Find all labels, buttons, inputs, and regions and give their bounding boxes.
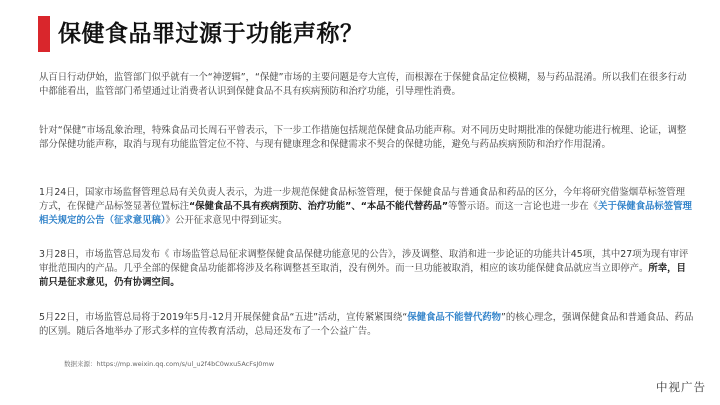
paragraph-may22-text-c: ”的核心理念，强调保健食品和普通食品、药品的区别。随后各地举办了形式多样的宣传教育活动，总局还发布了一个公益广告。: [39, 312, 694, 337]
page-title: 保健食品罪过源于功能声称？: [58, 21, 364, 47]
core-concept-highlight: 保健食品不能替代药物: [407, 312, 501, 323]
brand-logo-text: 中视广告: [656, 380, 706, 394]
label-announcement-link[interactable]: 关于保健食品标签管理相关规定的公告（征求意见稿）: [39, 200, 692, 226]
paragraph-jan24-text-a: 1月24日，国家市场监督管理总局有关负责人表示，为进一步规范保健食品标签管理，便于保健食品与普通食品和药品的区分，今年将研究借鉴烟草标签管理方式，在保健产品标签显著位置标注: [39, 187, 686, 212]
title-accent-bar: [38, 16, 50, 52]
consultation-note: 所幸，目前只是征求意见，仍有协调空间。: [39, 262, 686, 288]
paragraph-jan24-text-e: 》公开征求意见中得到证实。: [165, 214, 288, 226]
paragraph-governance: 针对“保健”市场乱象治理，特殊食品司长周石平曾表示，下一步工作措施包括规范保健食品功能声称。对不同历史时期批准的保健功能进行梳理、论证，调整部分保健功能声称，取消与现有功能监管定位不符、与现有健康理念和保健需求不契合的保健功能，避免与药品疾病预防和治疗作用混淆。: [39, 125, 687, 150]
warning-statement: “保健食品不具有疾病预防、治疗功能”、“本品不能代替药品”: [189, 200, 449, 212]
paragraph-intro: 从百日行动伊始，监管部门似乎就有一个“神逻辑”，“保健”市场的主要问题是夸大宣传，而根源在于保健食品定位模糊，易与药品混淆。所以我们在很多行动中都能看出，监管部门希望通过让消费者认识到保健食品不具有疾病预防和治疗功能，引导理性消费。: [39, 72, 687, 97]
paragraph-mar28: [39, 248, 694, 289]
paragraph-jan24: [39, 186, 694, 227]
paragraph-mar28-text-a: 3月28日，市场监管总局发布《 市场监管总局征求调整保健食品保健功能意见的公告》，涉及调整、取消和进一步论证的功能共计45项，其中27项为现有审评审批范围内的产品。几乎全部的保健食品功能都将涉及名称调整甚至取消，没有例外。而一旦功能被取消，相应的该功能保健食品就应当立即停产。: [39, 249, 689, 274]
paragraph-jan24-text-c: 等警示语。而这一言论也进一步在《: [448, 200, 599, 212]
paragraph-may22: [39, 311, 694, 339]
data-source-note: 数据来源：https://mp.weixin.qq.com/s/ul_u2f4bC0wxu5AcFsJ0mw: [64, 360, 275, 368]
paragraph-may22-text-a: 5月22日，市场监管总局将于2019年5月-12月开展保健食品“五进”活动，宣传紧紧围绕“: [39, 312, 408, 323]
